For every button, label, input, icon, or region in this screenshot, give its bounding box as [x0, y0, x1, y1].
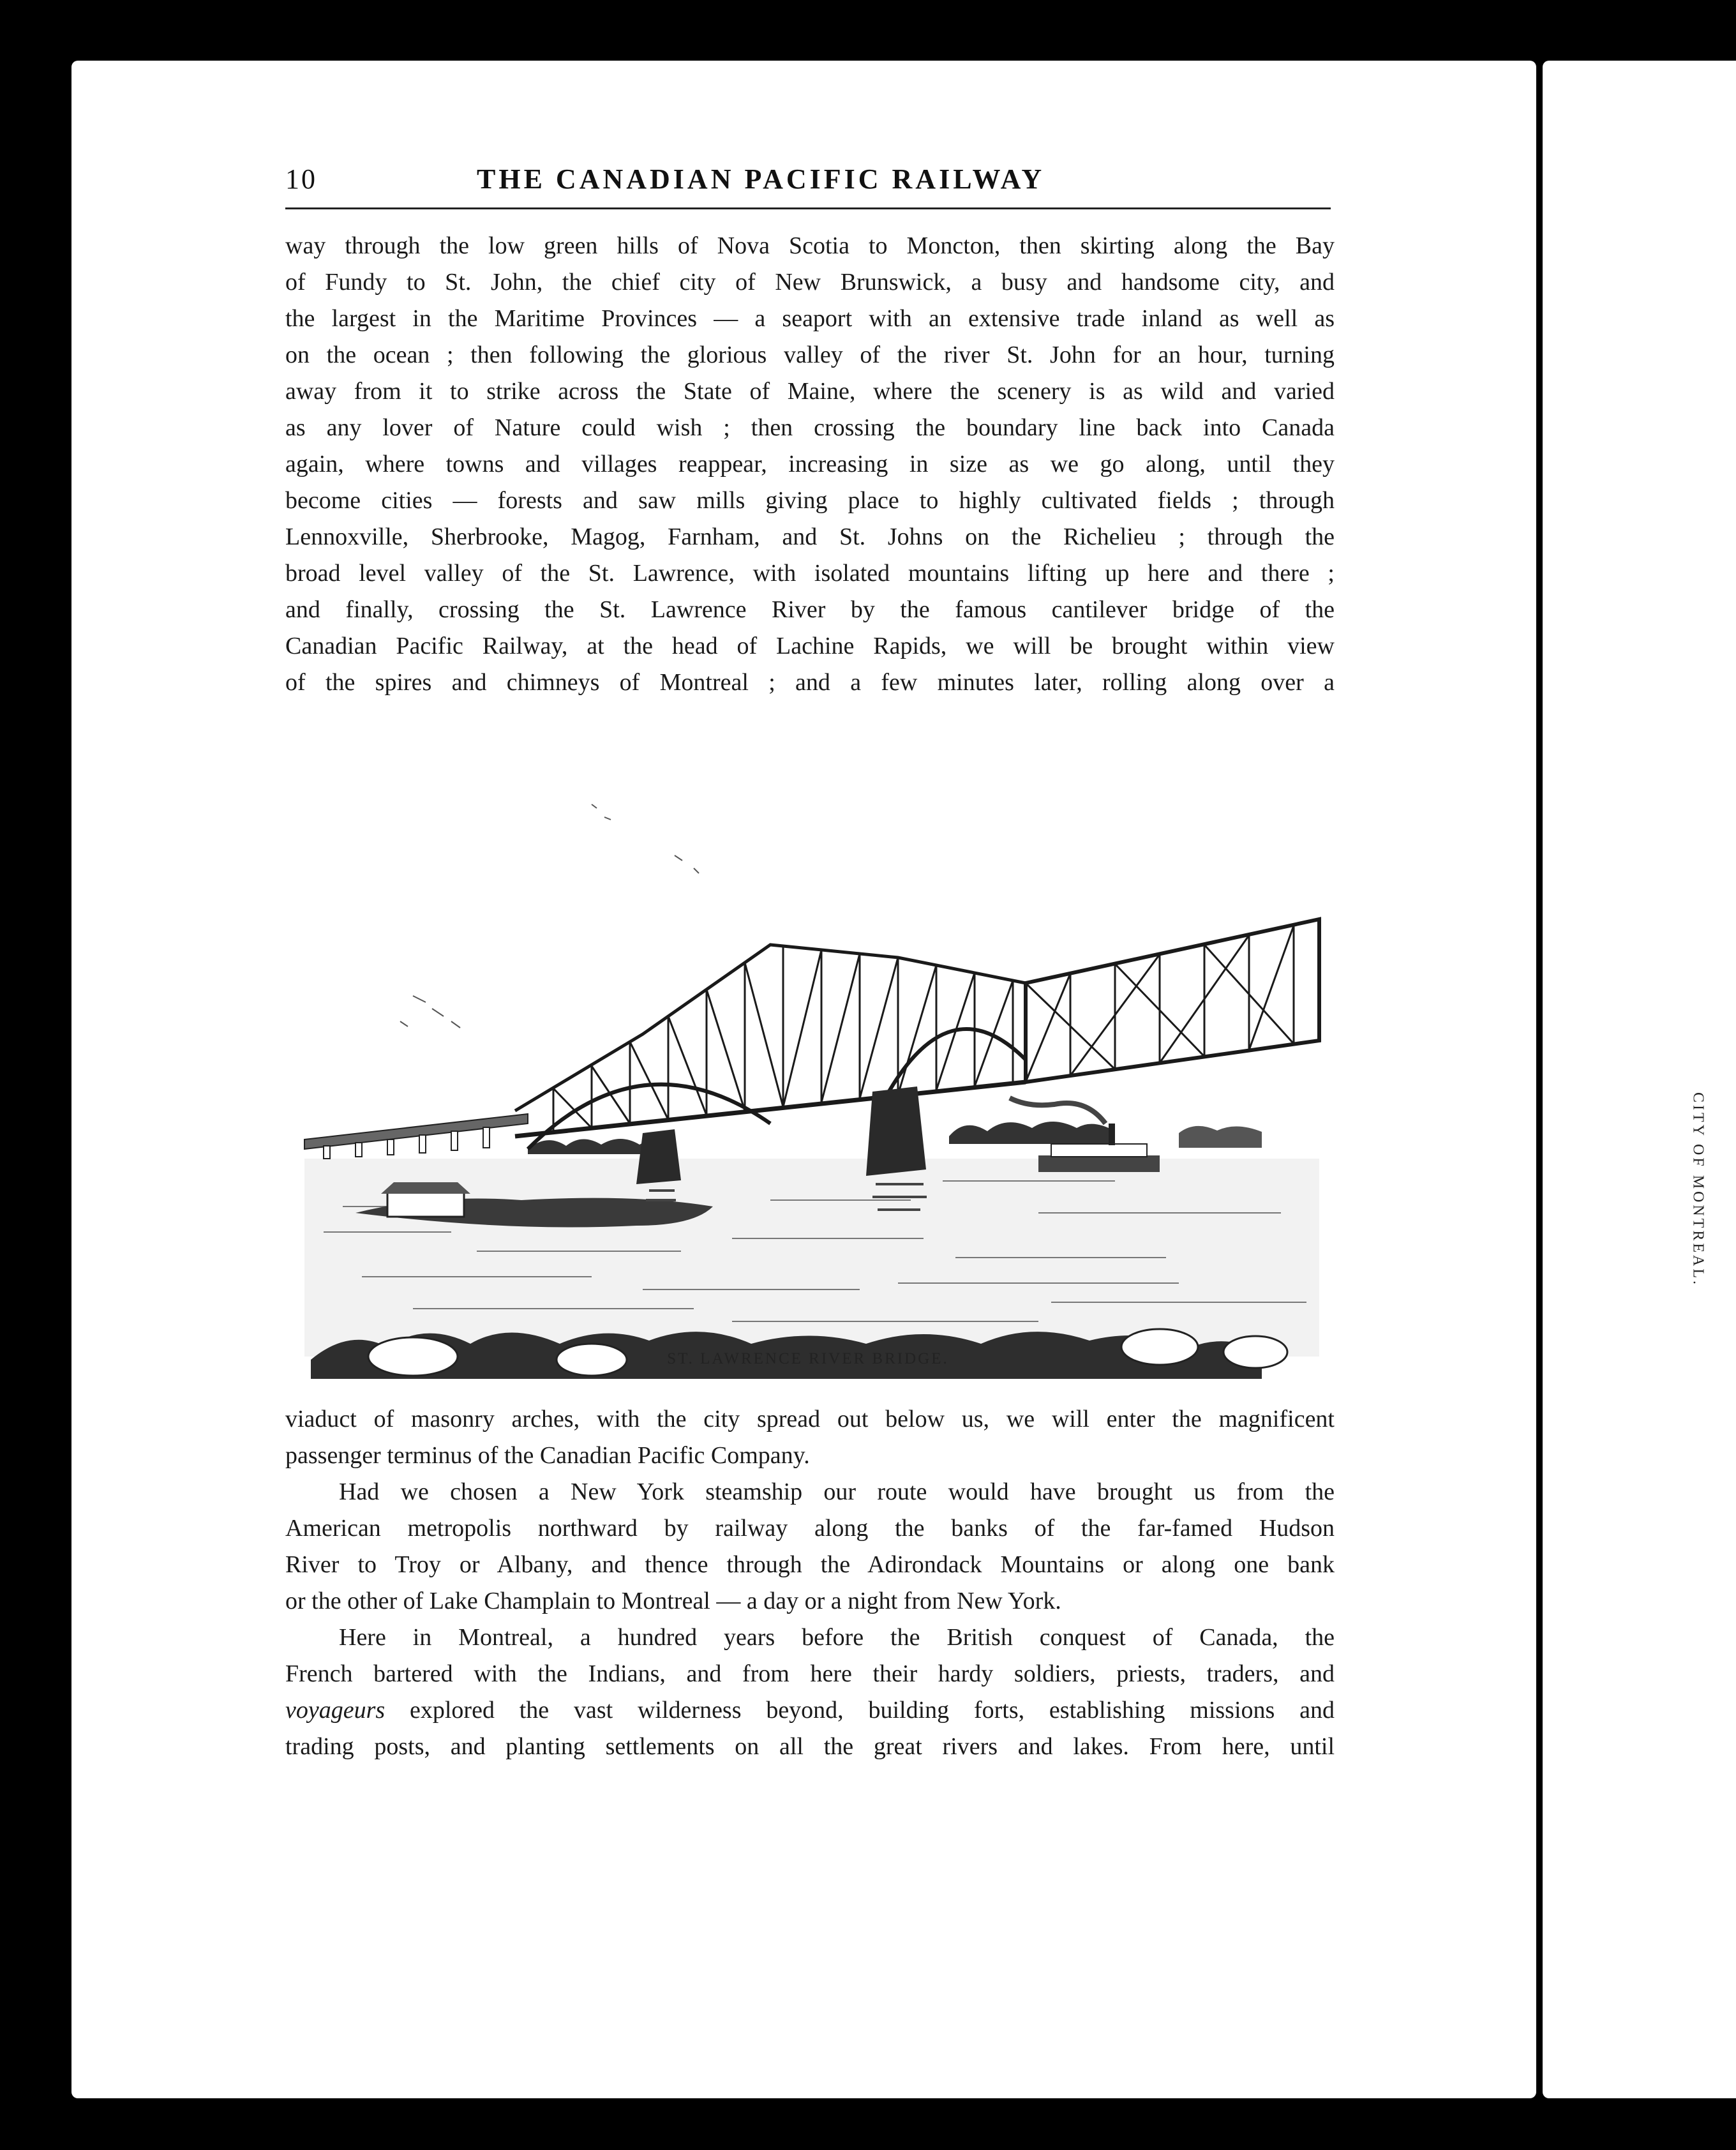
header-rule: [285, 207, 1331, 209]
text-line: broad level valley of the St. Lawrence, with isolated mountains lifting up here and there ;: [285, 560, 1335, 587]
text-block-bottom: [285, 1401, 1335, 1765]
text-line: of the spires and chimneys of Montreal ; and a few minutes later, rolling along over a: [285, 669, 1335, 696]
text-line: Lennoxville, Sherbrooke, Magog, Farnham, and St. Johns on the Richelieu ; through the: [285, 523, 1335, 550]
text-line: and finally, crossing the St. Lawrence River by the famous cantilever bridge of the: [285, 596, 1335, 623]
text-line: again, where towns and villages reappear, increasing in size as we go along, until they: [285, 451, 1335, 477]
text-line: way through the low green hills of Nova Scotia to Moncton, then skirting along the Bay: [285, 232, 1335, 259]
side-label-text: CITY OF MONTREAL.: [1689, 1092, 1707, 1288]
page-header: [285, 163, 1331, 207]
text-line: trading posts, and planting settlements on all the great rivers and lakes. From here, until: [285, 1733, 1335, 1760]
text-line: away from it to strike across the State of Maine, where the scenery is as wild and varied: [285, 378, 1335, 405]
text-block-top: [285, 228, 1335, 701]
cantilever-truss: [515, 945, 1026, 1149]
text-line: passenger terminus of the Canadian Pacific Company.: [285, 1442, 810, 1469]
text-line: the largest in the Maritime Provinces — a seaport with an extensive trade inland as well as: [285, 305, 1335, 332]
left-viaduct: [304, 1114, 528, 1159]
facing-page-side-label: [1685, 1034, 1716, 1366]
bridge-illustration: [285, 792, 1331, 1408]
text-line: [285, 1692, 1335, 1729]
figure-caption: ST. LAWRENCE RIVER BRIDGE.: [667, 1350, 949, 1367]
sky-wisps: [400, 804, 699, 1028]
text-span: explored the vast wilderness beyond, building forts, establishing missions and: [385, 1697, 1335, 1724]
text-line: become cities — forests and saw mills giving place to highly cultivated fields ; through: [285, 487, 1335, 514]
page-number: 10: [285, 163, 317, 195]
text-line: Canadian Pacific Railway, at the head of Lachine Rapids, we will be brought within view: [285, 633, 1335, 659]
text-line: of Fundy to St. John, the chief city of New Brunswick, a busy and handsome city, and: [285, 269, 1335, 296]
italic-word: voyageurs: [285, 1697, 385, 1724]
text-line: River to Troy or Albany, and thence through the Adirondack Mountains or along one bank: [285, 1551, 1335, 1578]
text-line: Had we chosen a New York steamship our route would have brought us from the: [339, 1478, 1335, 1505]
text-line: American metropolis northward by railway along the banks of the far-famed Hudson: [285, 1515, 1335, 1542]
text-line: viaduct of masonry arches, with the city spread out below us, we will enter the magnificent: [285, 1406, 1335, 1432]
text-line: French bartered with the Indians, and from here their hardy soldiers, priests, traders, and: [285, 1660, 1335, 1687]
text-line: on the ocean ; then following the glorious valley of the river St. John for an hour, turning: [285, 342, 1335, 368]
boat-house: [387, 1192, 464, 1217]
text-line: as any lover of Nature could wish ; then crossing the boundary line back into Canada: [285, 414, 1335, 441]
text-line: or the other of Lake Champlain to Montreal — a day or a night from New York.: [285, 1588, 1061, 1614]
text-line: Here in Montreal, a hundred years before the British conquest of Canada, the: [339, 1624, 1335, 1651]
right-truss: [1026, 919, 1319, 1082]
running-title: THE CANADIAN PACIFIC RAILWAY: [477, 163, 1045, 195]
